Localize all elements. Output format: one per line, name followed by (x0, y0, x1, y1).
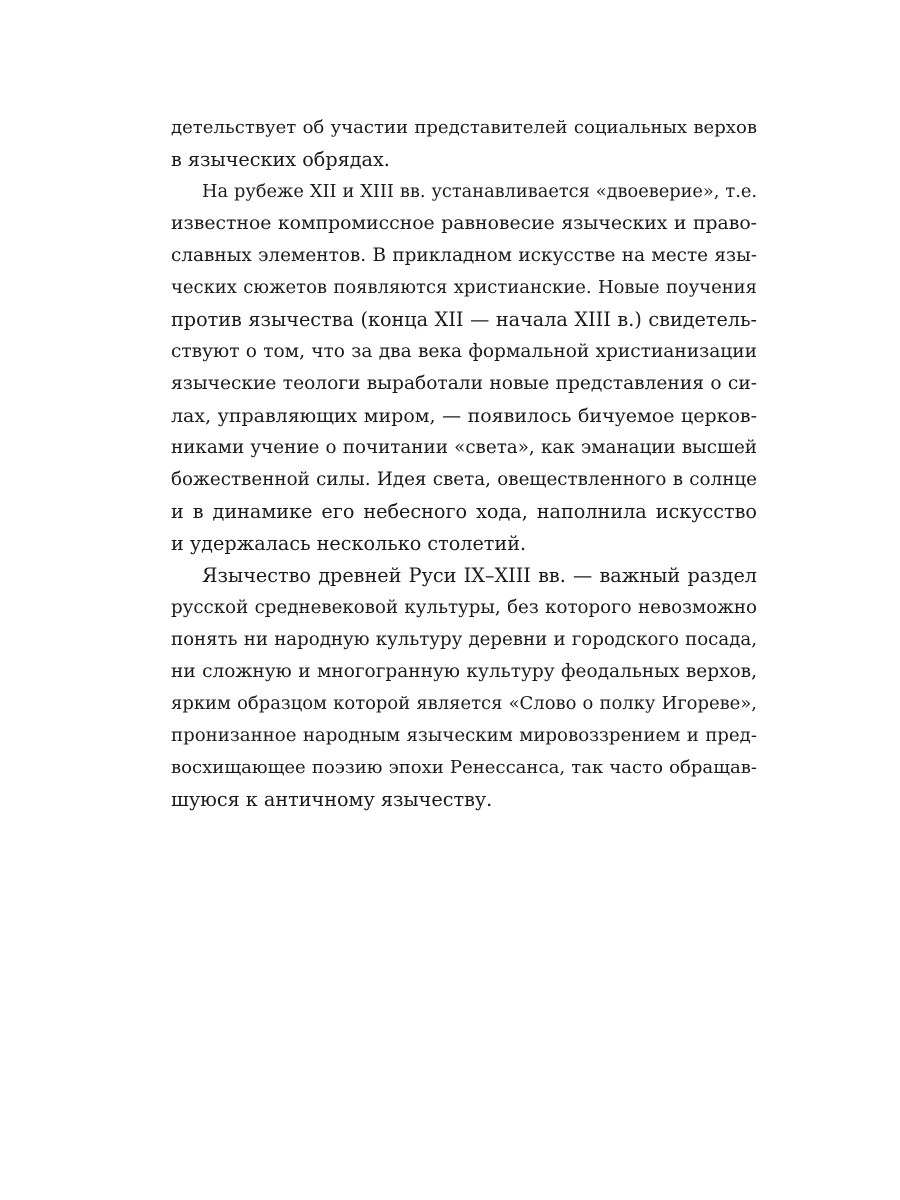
text-line: лах, управляющих миром, — появилось бичуемое церков- (171, 405, 757, 427)
text-line: ческих сюжетов появляются христианские. Новые поучения (171, 277, 757, 298)
text-line: пронизанное народным языческим мировоззрением и пред- (171, 725, 757, 746)
text-line: понять ни народную культуру деревни и городского посада, (171, 629, 757, 650)
text-line: в языческих обрядах. (171, 148, 390, 171)
text-line: русской средневековой культуры, без которого невозможно (171, 597, 757, 618)
text-line: На рубеже XII и XIII вв. устанавливается «двоеверие», т.е. (202, 182, 757, 202)
paragraph-2 (171, 176, 757, 560)
text-line: Язычество древней Руси IX–XIII вв. — важный раздел (202, 564, 757, 587)
text-line: никами учение о почитании «света», как эманации высшей (171, 437, 757, 458)
paragraph-1 (171, 112, 757, 176)
text-line: ствуют о том, что за два века формальной христианизации (171, 341, 757, 362)
text-line: известное компромиссное равновесие языческих и право- (171, 213, 757, 234)
text-line: языческие теологи выработали новые представления о си- (171, 373, 757, 394)
text-line: ни сложную и многогранную культуру феодальных верхов, (171, 661, 757, 682)
text-line: детельствует об участии представителей социальных верхов (171, 117, 757, 138)
text-line: и в динамике его небесного хода, наполнила искусство (171, 500, 757, 523)
text-line: и удержалась несколько столетий. (171, 532, 527, 555)
text-line: восхищающее поэзию эпохи Ренессанса, так часто обращав- (171, 757, 757, 778)
text-line: шуюся к античному язычеству. (171, 788, 493, 811)
body-text (171, 112, 757, 816)
text-line: божественной силы. Идея света, овеществленного в солнце (171, 469, 757, 490)
text-line: ярким образцом которой является «Слово о полку Игореве», (171, 693, 757, 714)
paragraph-3 (171, 560, 757, 816)
text-line: против язычества (конца XII — начала XIII в.) свидетель- (171, 308, 757, 331)
text-line: славных элементов. В прикладном искусстве на месте язы- (171, 245, 757, 266)
